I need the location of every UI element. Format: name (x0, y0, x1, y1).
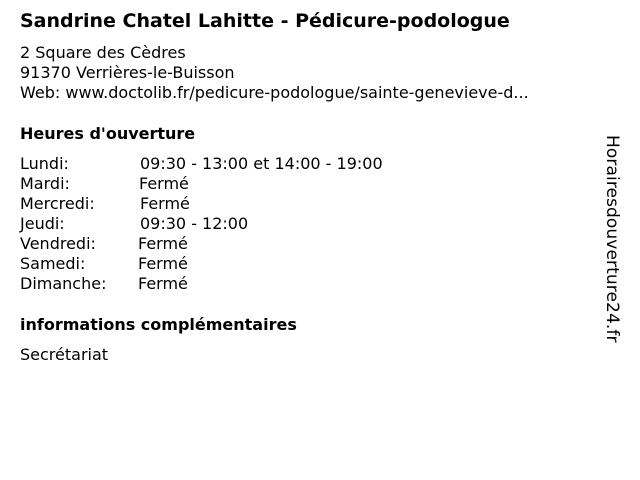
address-block (20, 43, 529, 103)
page-title: Sandrine Chatel Lahitte - Pédicure-podologue (20, 10, 510, 32)
additional-info-text: Secrétariat (20, 345, 109, 364)
day-label: Dimanche: (20, 274, 107, 293)
address-city: 91370 Verrières-le-Buisson (20, 63, 235, 82)
website-line: Web: www.doctolib.fr/pedicure-podologue/sainte-genevieve-d... (20, 83, 529, 102)
time-value: 09:30 - 12:00 (140, 214, 249, 233)
time-value: Fermé (140, 194, 190, 213)
address-street: 2 Square des Cèdres (20, 43, 186, 62)
day-label: Jeudi: (20, 214, 65, 233)
day-label: Vendredi: (20, 234, 96, 253)
time-value: Fermé (138, 254, 188, 273)
day-label: Mardi: (20, 174, 70, 193)
day-label: Mercredi: (20, 194, 95, 213)
opening-hours-heading: Heures d'ouverture (20, 124, 196, 143)
additional-info-heading: informations complémentaires (20, 315, 297, 334)
brand-watermark: Horairesdouverture24.fr (602, 135, 622, 343)
time-value: 09:30 - 13:00 et 14:00 - 19:00 (140, 154, 383, 173)
time-value: Fermé (138, 234, 188, 253)
time-value: Fermé (138, 274, 188, 293)
day-label: Lundi: (20, 154, 69, 173)
time-value: Fermé (139, 174, 189, 193)
day-label: Samedi: (20, 254, 86, 273)
